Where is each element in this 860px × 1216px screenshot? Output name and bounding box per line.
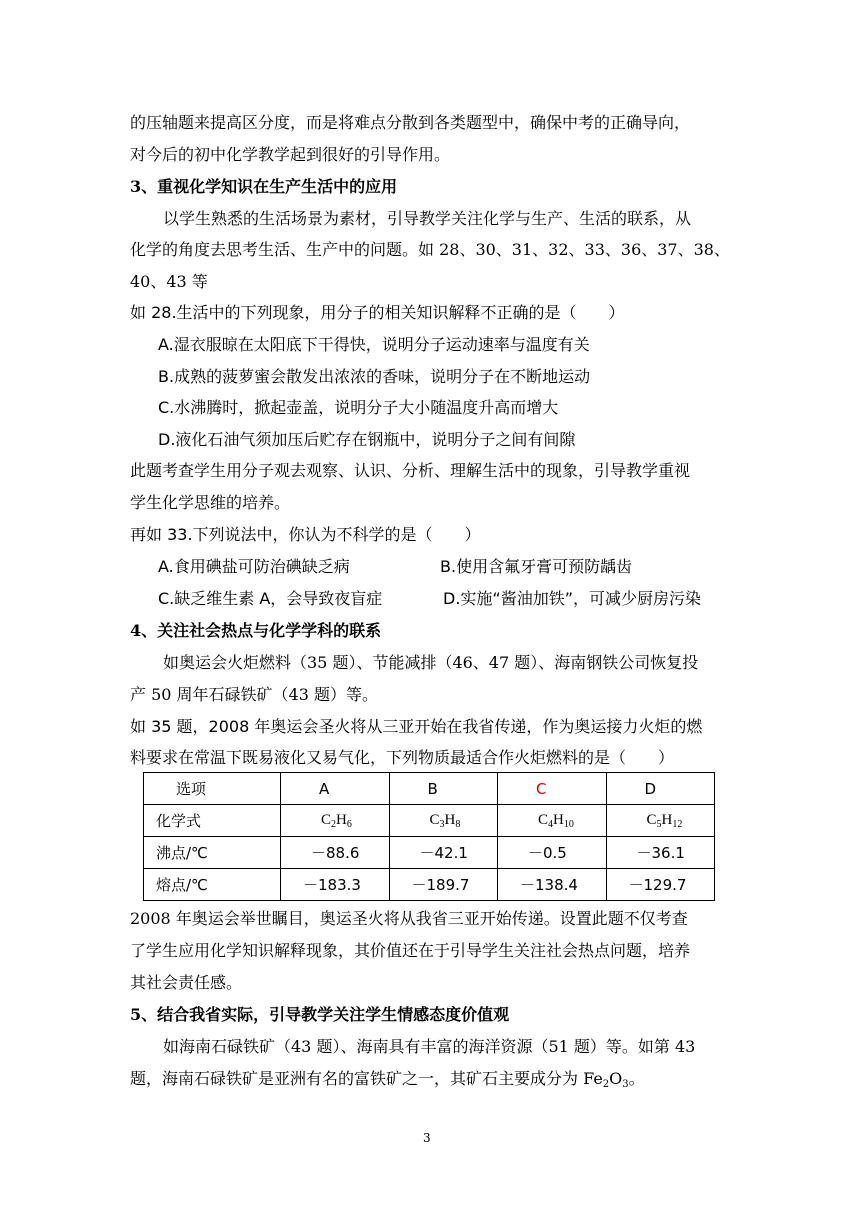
para-line: 其社会责任感。 (130, 973, 243, 992)
row-label: 沸点/℃ (144, 837, 281, 869)
question-28-option-a: A.湿衣服晾在太阳底下干得快，说明分子运动速率与温度有关 (158, 335, 590, 354)
formula-cell: $C_3H_8$ (389, 805, 498, 837)
melting-cell: －129.7 (606, 869, 715, 901)
para-line: 的压轴题来提高区分度，而是将难点分散到各类题型中，确保中考的正确导向， (130, 113, 691, 132)
question-33: 再如 33.下列说法中，你认为不科学的是（ ） (130, 525, 481, 544)
page-number: 3 (423, 1131, 431, 1145)
formula-cell: $C_5H_{12}$ (606, 805, 715, 837)
table-header-cell: D (606, 773, 715, 805)
para-line: 了学生应用化学知识解释现象，其价值还在于引导学生关注社会热点问题，培养 (130, 941, 691, 960)
question-33-option-b: B.使用含氟牙膏可预防龋齿 (440, 557, 633, 576)
section-heading-5: 5、结合我省实际，引导教学关注学生情感态度价值观 (130, 1005, 510, 1024)
formula-cell: $C_2H_6$ (281, 805, 390, 837)
table-header-cell: B (389, 773, 498, 805)
question-28: 如 28.生活中的下列现象，用分子的相关知识解释不正确的是（ ） (130, 303, 625, 322)
para-line: 如海南石碌铁矿（43 题）、海南具有丰富的海洋资源（51 题）等。如第 43 (163, 1037, 696, 1056)
para-line: 此题考查学生用分子观去观察、认识、分析、理解生活中的现象，引导教学重视 (130, 461, 691, 480)
question-28-option-d: D.液化石油气须加压后贮存在钢瓶中，说明分子之间有间隙 (158, 430, 576, 449)
question-35: 料要求在常温下既易液化又易气化，下列物质最适合作火炬燃料的是（ ） (130, 748, 675, 767)
question-35: 如 35 题，2008 年奥运会圣火将从三亚开始在我省传递，作为奥运接力火炬的燃 (130, 717, 703, 736)
melting-cell: －189.7 (389, 869, 498, 901)
para-line: 化学的角度去思考生活、生产中的问题。如 28、30、31、32、33、36、37、38、 (130, 240, 730, 259)
table-header-cell: A (281, 773, 390, 805)
table-row (144, 869, 715, 901)
para-line: 题，海南石碌铁矿是亚洲有名的富铁矿之一，其矿石主要成分为 $Fe_2O_3$。 (130, 1069, 645, 1090)
table-header-cell-answer: C (498, 773, 607, 805)
section-heading-4: 4、关注社会热点与化学学科的联系 (130, 621, 382, 640)
fuel-properties-table (143, 772, 715, 901)
boiling-cell: －0.5 (498, 837, 607, 869)
table-row (144, 805, 715, 837)
question-33-option-c: C.缺乏维生素 A，会导致夜盲症 (158, 589, 383, 608)
para-line: 学生化学思维的培养。 (130, 493, 291, 512)
row-label: 熔点/℃ (144, 869, 281, 901)
boiling-cell: －36.1 (606, 837, 715, 869)
formula-cell: $C_4H_{10}$ (498, 805, 607, 837)
para-line: 如奥运会火炬燃料（35 题）、节能减排（46、47 题）、海南钢铁公司恢复投 (163, 653, 699, 672)
melting-cell: －183.3 (281, 869, 390, 901)
para-line: 以学生熟悉的生活场景为素材，引导教学关注化学与生产、生活的联系，从 (163, 209, 692, 228)
row-label: 化学式 (144, 805, 281, 837)
table-row (144, 773, 715, 805)
melting-cell: －138.4 (498, 869, 607, 901)
section-heading-3: 3、重视化学知识在生产生活中的应用 (130, 177, 398, 196)
para-line: 产 50 周年石碌铁矿（43 题）等。 (130, 685, 378, 704)
question-33-option-d: D.实施“酱油加铁”，可减少厨房污染 (443, 589, 701, 608)
boiling-cell: －42.1 (389, 837, 498, 869)
para-line: 2008 年奥运会举世瞩目，奥运圣火将从我省三亚开始传递。设置此题不仅考查 (130, 909, 688, 928)
question-33-option-a: A.食用碘盐可防治碘缺乏病 (158, 557, 350, 576)
table-row (144, 837, 715, 869)
para-line: 40、43 等 (130, 272, 208, 291)
question-28-option-b: B.成熟的菠萝蜜会散发出浓浓的香味，说明分子在不断地运动 (158, 367, 591, 386)
boiling-cell: －88.6 (281, 837, 390, 869)
question-28-option-c: C.水沸腾时，掀起壶盖，说明分子大小随温度升高而增大 (158, 398, 559, 417)
table-header-cell: 选项 (144, 773, 281, 805)
para-line: 对今后的初中化学教学起到很好的引导作用。 (130, 145, 451, 164)
